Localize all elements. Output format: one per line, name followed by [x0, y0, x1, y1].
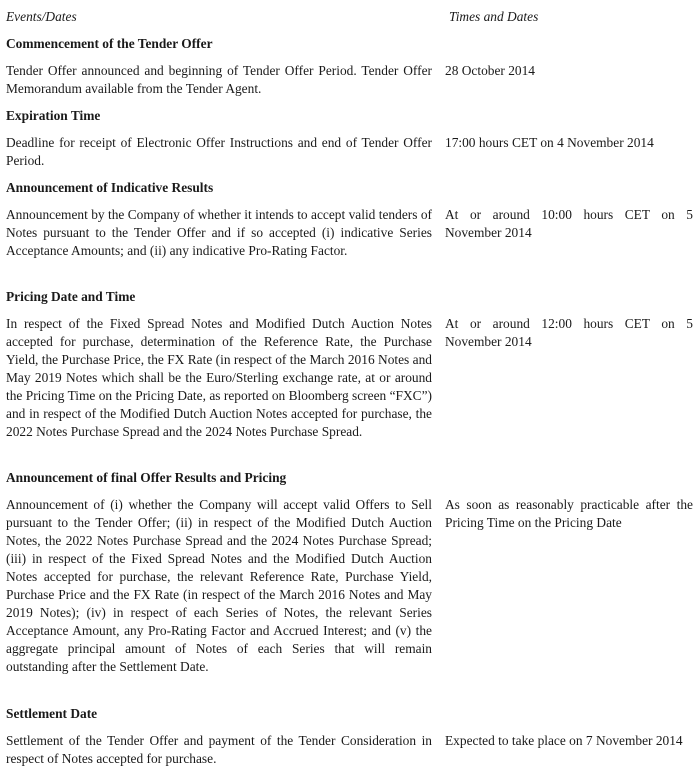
- header-times-and-dates: Times and Dates: [449, 9, 539, 24]
- header-events-dates: Events/Dates: [6, 9, 77, 24]
- section-title-commencement: Commencement of the Tender Offer: [6, 36, 213, 51]
- section-time-commencement: 28 October 2014: [445, 63, 535, 78]
- section-description-indicative-results: Announcement by the Company of whether it intends to accept valid tenders of Notes pursuant to the Tender Offer and if so accepted (i) indicative Series Acceptance Amounts; and (ii) any indicative Pro-Rating Factor.: [6, 207, 432, 258]
- section-time-indicative-results: At or around 10:00 hours CET on 5 November 2014: [445, 207, 693, 240]
- section-title-settlement: Settlement Date: [6, 706, 98, 721]
- section-title-expiration: Expiration Time: [6, 108, 101, 123]
- table-header: [6, 8, 696, 26]
- section-time-expiration: 17:00 hours CET on 4 November 2014: [445, 135, 654, 150]
- section-description-expiration: Deadline for receipt of Electronic Offer Instructions and end of Tender Offer Period.: [6, 135, 432, 168]
- section-title-final-results: Announcement of final Offer Results and Pricing: [6, 470, 287, 485]
- section-description-final-results: Announcement of (i) whether the Company will accept valid Offers to Sell pursuant to the Tender Offer; (ii) in respect of the Modified Dutch Auction Notes, the 2022 Notes Purchase Spread and the 2024 Notes Purchase Spread; (iii) in respect of the Fixed Spread Notes and the Modified Dutch Auction Notes accepted for purchase, the relevant Reference Rate, Purchase Yield, Purchase Price and the FX Rate (in respect of the March 2016 Notes and May 2019 Notes); (iv) in respect of each Series of Notes, the relevant Series Acceptance Amount, any Pro-Rating Factor and Accrued Interest; and (v) the aggregate principal amount of Notes of each Series that will remain outstanding after the Settlement Date.: [6, 497, 432, 674]
- section-time-pricing: At or around 12:00 hours CET on 5 November 2014: [445, 316, 693, 349]
- section-description-pricing: In respect of the Fixed Spread Notes and Modified Dutch Auction Notes accepted for purchase, determination of the Reference Rate, the Purchase Yield, the Purchase Price, the FX Rate (in respect of the March 2016 Notes and May 2019 Notes which shall be the Euro/Sterling exchange rate, at or around the Pricing Time on the Pricing Date, as reported on Bloomberg screen “FXC”) and in respect of the Modified Dutch Auction Notes accepted for purchase, the 2022 Notes Purchase Spread and the 2024 Notes Purchase Spread.: [6, 316, 432, 439]
- section-title-pricing: Pricing Date and Time: [6, 289, 136, 304]
- section-description-commencement: Tender Offer announced and beginning of Tender Offer Period. Tender Offer Memorandum available from the Tender Agent.: [6, 63, 432, 96]
- section-title-indicative-results: Announcement of Indicative Results: [6, 180, 214, 195]
- section-time-settlement: Expected to take place on 7 November 2014: [445, 733, 683, 748]
- section-time-final-results: As soon as reasonably practicable after the Pricing Time on the Pricing Date: [445, 497, 693, 530]
- section-description-settlement: Settlement of the Tender Offer and payment of the Tender Consideration in respect of Notes accepted for purchase.: [6, 733, 432, 766]
